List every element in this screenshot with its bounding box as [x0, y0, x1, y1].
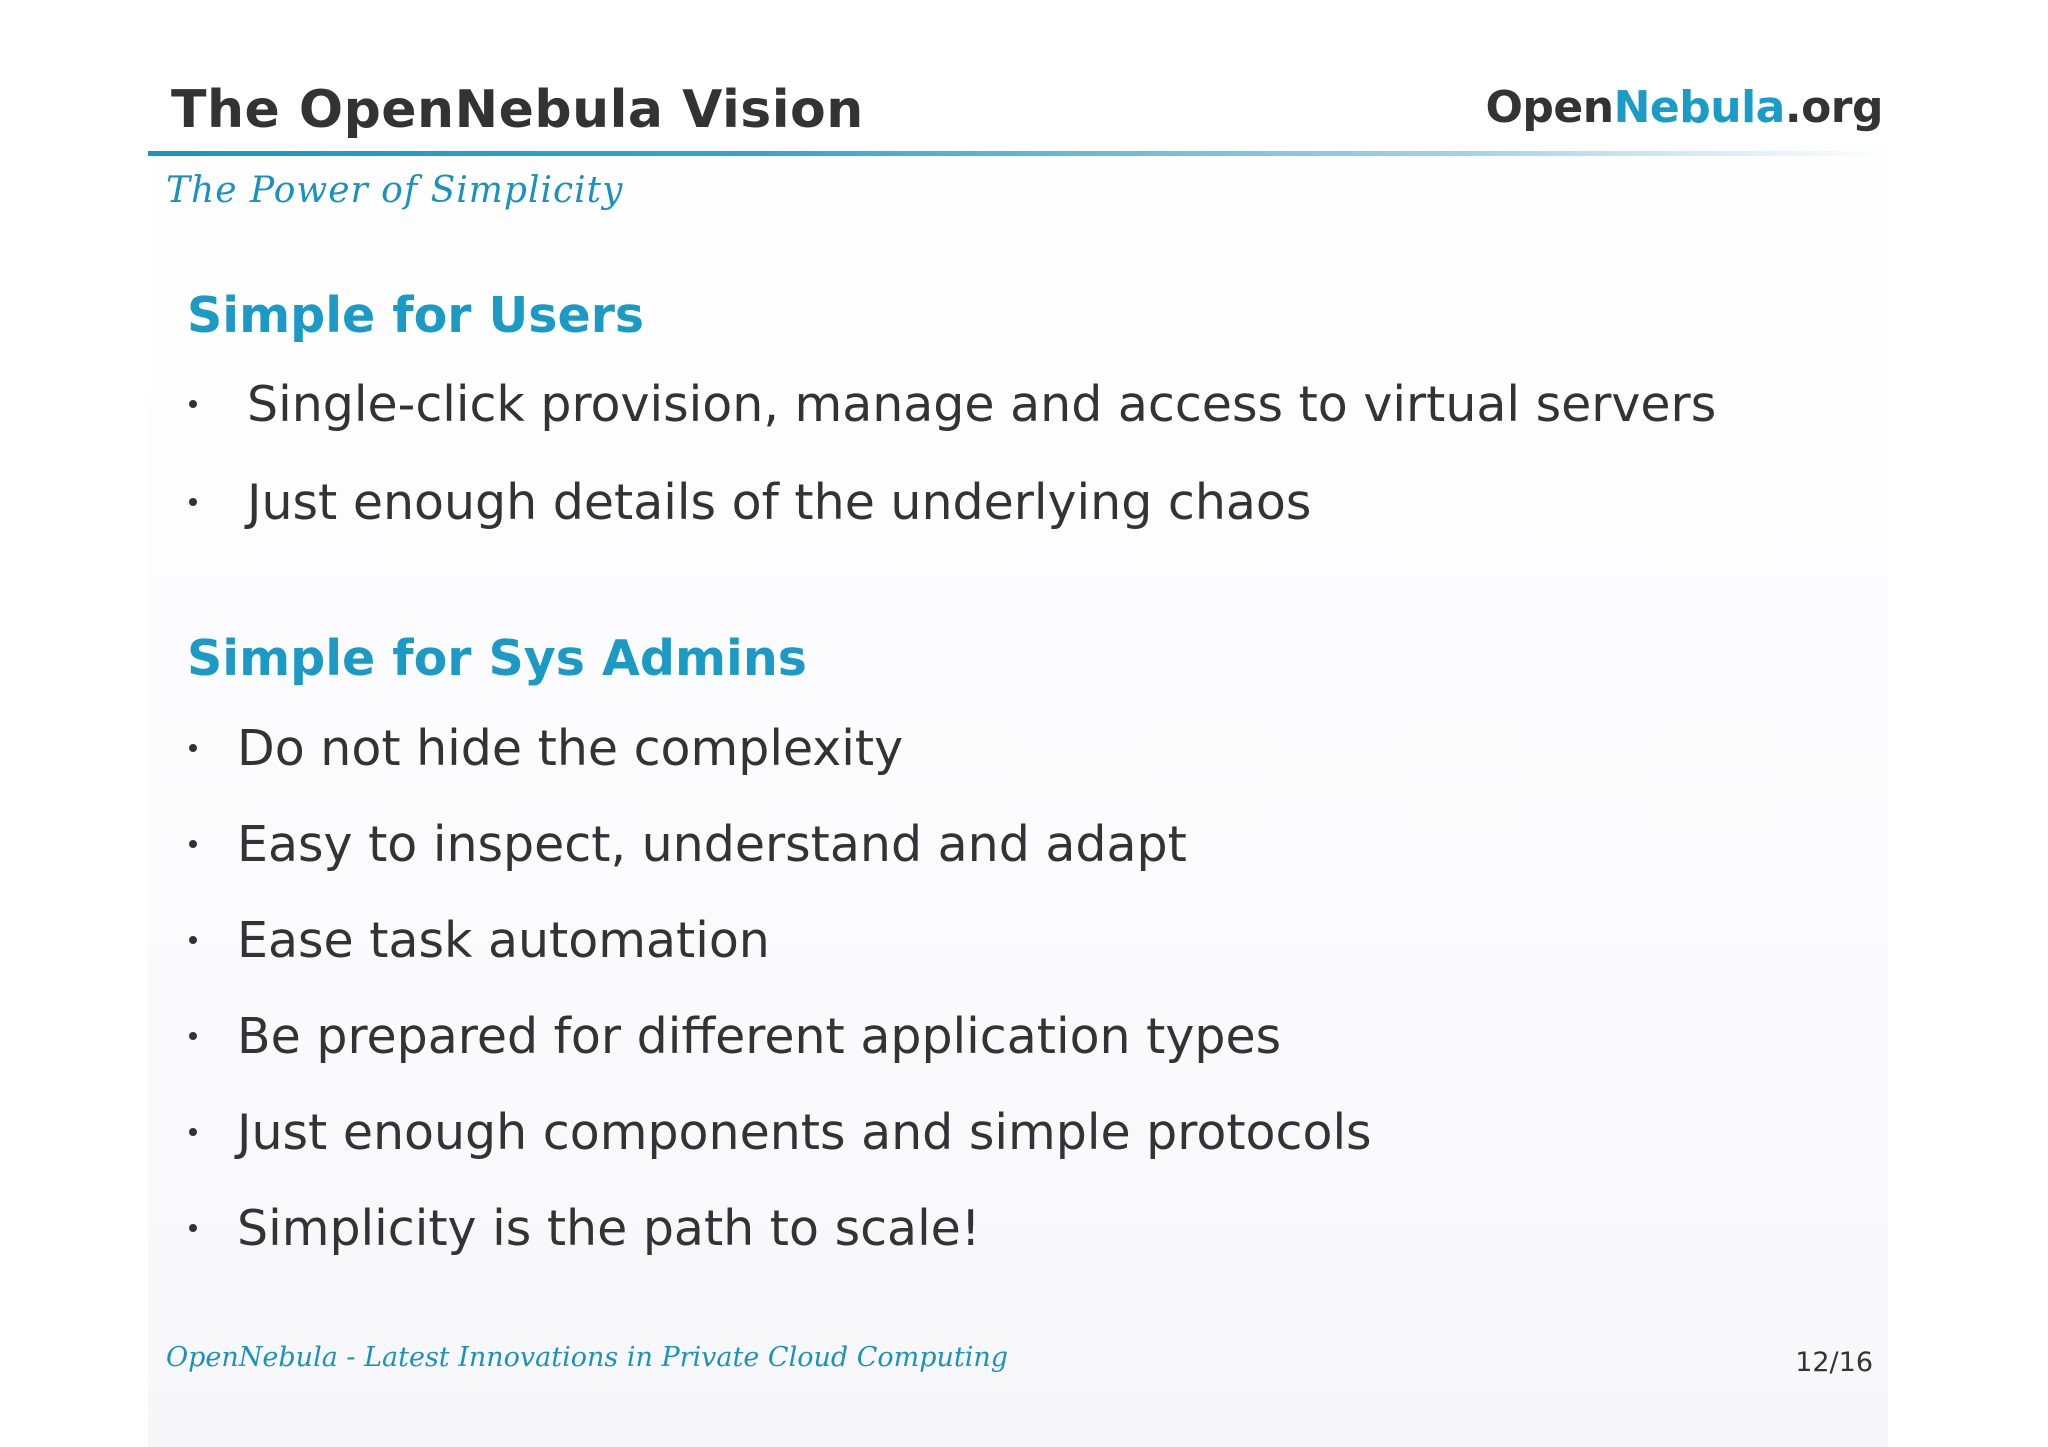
list-item: [183, 816, 1187, 873]
bullet-icon: [189, 498, 197, 506]
slide-footer: OpenNebula - Latest Innovations in Private Cloud Computing: [166, 1342, 1009, 1373]
bullet-icon: [189, 744, 197, 752]
list-item-text: Simplicity is the path to scale!: [237, 1200, 981, 1257]
list-item-text: Do not hide the complexity: [237, 720, 904, 777]
list-item: [183, 1008, 1281, 1065]
brand-logo-org: .org: [1784, 82, 1883, 133]
list-item-text: Just enough details of the underlying chaos: [247, 474, 1312, 531]
list-item-text: Be prepared for different application types: [237, 1008, 1282, 1065]
section-heading-sys-admins: Simple for Sys Admins: [187, 630, 807, 687]
bullet-icon: [189, 1128, 197, 1136]
list-item: [183, 720, 903, 777]
slide-subtitle: The Power of Simplicity: [166, 170, 624, 211]
section-heading-users: Simple for Users: [187, 287, 645, 344]
list-item: [183, 1104, 1372, 1161]
brand-logo-open: Open: [1485, 82, 1614, 133]
page-number: 12/16: [1795, 1347, 1873, 1378]
brand-logo-nebula: Nebula: [1613, 82, 1785, 133]
list-item-text: Easy to inspect, understand and adapt: [237, 816, 1187, 873]
brand-logo: [1486, 82, 1883, 133]
list-item-text: Just enough components and simple protocols: [237, 1104, 1372, 1161]
list-item: [183, 1200, 980, 1257]
bullet-icon: [189, 840, 197, 848]
list-item: [183, 376, 1716, 433]
title-divider: [148, 151, 1888, 156]
list-item: [183, 474, 1311, 531]
bullet-icon: [189, 400, 197, 408]
list-item-text: Single-click provision, manage and access to virtual servers: [247, 376, 1717, 433]
bullet-icon: [189, 1224, 197, 1232]
list-item-text: Ease task automation: [237, 912, 770, 969]
slide-title: The OpenNebula Vision: [171, 80, 864, 140]
bullet-icon: [189, 936, 197, 944]
bullet-icon: [189, 1032, 197, 1040]
list-item: [183, 912, 770, 969]
